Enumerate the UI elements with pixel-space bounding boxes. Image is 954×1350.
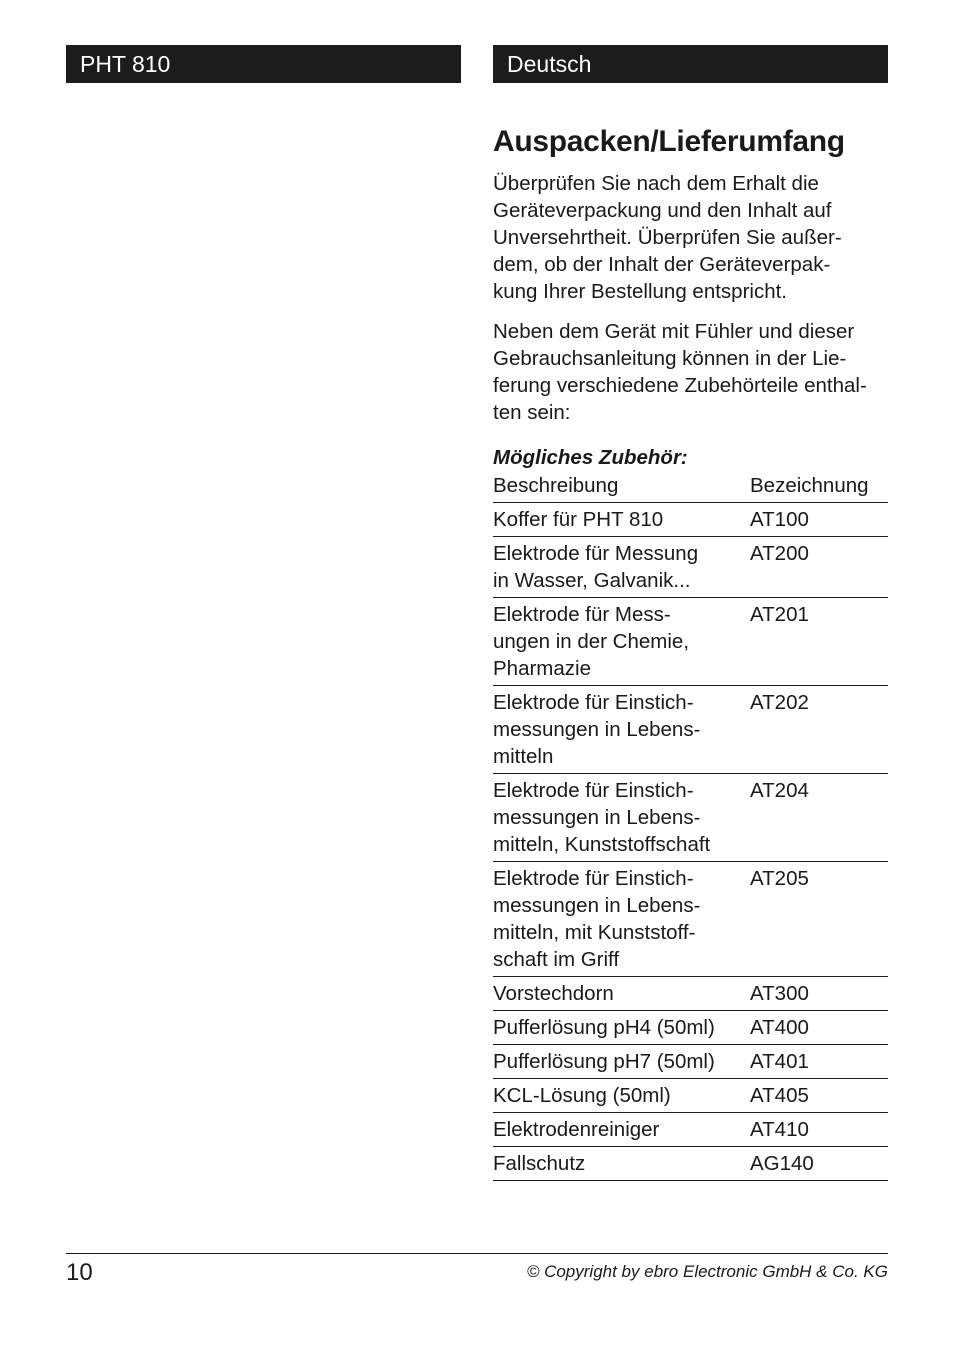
description-line: mitteln [493, 745, 554, 768]
paragraph-line: dem, ob der Inhalt der Geräteverpak- [493, 253, 831, 276]
content-column [493, 122, 888, 1181]
table-row [493, 537, 888, 598]
accessory-code: AT200 [750, 537, 888, 598]
accessory-description [493, 1011, 750, 1045]
description-line: Elektrode für Messung [493, 542, 699, 565]
description-line: in Wasser, Galvanik... [493, 569, 691, 592]
accessory-code: AT201 [750, 598, 888, 686]
description-line: ungen in der Chemie, [493, 630, 690, 653]
table-row [493, 598, 888, 686]
accessory-description [493, 1113, 750, 1147]
table-row [493, 774, 888, 862]
accessory-description [493, 686, 750, 774]
description-line: mitteln, mit Kunststoff- [493, 921, 696, 944]
paragraph-line: kung Ihrer Bestellung entspricht. [493, 280, 787, 303]
table-body [493, 503, 888, 1181]
description-line: schaft im Griff [493, 948, 620, 971]
paragraph-line: Neben dem Gerät mit Fühler und dieser [493, 320, 855, 343]
accessory-code: AT202 [750, 686, 888, 774]
accessory-code: AT205 [750, 862, 888, 977]
description-line: Elektrode für Einstich- [493, 779, 694, 802]
accessory-code: AT401 [750, 1045, 888, 1079]
column-header-code: Bezeichnung [750, 472, 888, 503]
accessory-code: AT100 [750, 503, 888, 537]
table-row [493, 1113, 888, 1147]
paragraph-line: Überprüfen Sie nach dem Erhalt die [493, 172, 819, 195]
footer-divider [66, 1253, 888, 1254]
description-line: messungen in Lebens- [493, 718, 701, 741]
accessory-description [493, 537, 750, 598]
accessory-description [493, 503, 750, 537]
accessory-code: AT204 [750, 774, 888, 862]
accessory-description [493, 977, 750, 1011]
table-row [493, 1011, 888, 1045]
table-row [493, 503, 888, 537]
description-line: Pharmazie [493, 657, 591, 680]
accessory-code: AT300 [750, 977, 888, 1011]
table-row [493, 686, 888, 774]
description-line: Elektrode für Einstich- [493, 691, 694, 714]
accessory-description [493, 1045, 750, 1079]
accessory-description [493, 1079, 750, 1113]
description-line: KCL-Lösung (50ml) [493, 1084, 671, 1107]
description-line: Koffer für PHT 810 [493, 508, 664, 531]
accessory-description [493, 774, 750, 862]
paragraph-line: ten sein: [493, 401, 571, 424]
accessory-code: AT405 [750, 1079, 888, 1113]
paragraph-line: Gebrauchsanleitung können in der Lie- [493, 347, 847, 370]
language-label: Deutsch [507, 51, 592, 77]
description-line: mitteln, Kunststoffschaft [493, 833, 711, 856]
header-bar-product [66, 45, 461, 83]
table-row [493, 977, 888, 1011]
description-line: messungen in Lebens- [493, 894, 701, 917]
description-line: Elektrode für Einstich- [493, 867, 694, 890]
table-row [493, 1079, 888, 1113]
table-row [493, 1147, 888, 1181]
accessory-description [493, 862, 750, 977]
column-header-description: Beschreibung [493, 472, 750, 503]
accessory-code: AT410 [750, 1113, 888, 1147]
intro-paragraph-1 [493, 170, 888, 305]
paragraph-line: Unversehrtheit. Überprüfen Sie außer- [493, 226, 842, 249]
accessories-table [493, 472, 888, 1181]
description-line: Elektrode für Mess- [493, 603, 671, 626]
description-line: Pufferlösung pH7 (50ml) [493, 1050, 715, 1073]
intro-paragraph-2 [493, 318, 888, 426]
table-header-row [493, 472, 888, 503]
description-line: Pufferlösung pH4 (50ml) [493, 1016, 715, 1039]
accessory-description [493, 598, 750, 686]
accessory-code: AG140 [750, 1147, 888, 1181]
product-name: PHT 810 [80, 51, 171, 77]
section-title: Auspacken/Lieferumfang [493, 125, 845, 158]
paragraph-line: ferung verschiedene Zubehörteile enthal- [493, 374, 867, 397]
description-line: Elektrodenreiniger [493, 1118, 660, 1141]
description-line: Vorstechdorn [493, 982, 614, 1005]
accessories-subtitle: Mögliches Zubehör: [493, 446, 688, 469]
table-row [493, 1045, 888, 1079]
copyright-notice: © Copyright by ebro Electronic GmbH & Co. KG [526, 1262, 888, 1281]
page-number: 10 [66, 1259, 93, 1286]
description-line: Fallschutz [493, 1152, 586, 1175]
header-bar-language [493, 45, 888, 83]
table-row [493, 862, 888, 977]
description-line: messungen in Lebens- [493, 806, 701, 829]
accessory-code: AT400 [750, 1011, 888, 1045]
paragraph-line: Geräteverpackung und den Inhalt auf [493, 199, 832, 222]
accessory-description [493, 1147, 750, 1181]
